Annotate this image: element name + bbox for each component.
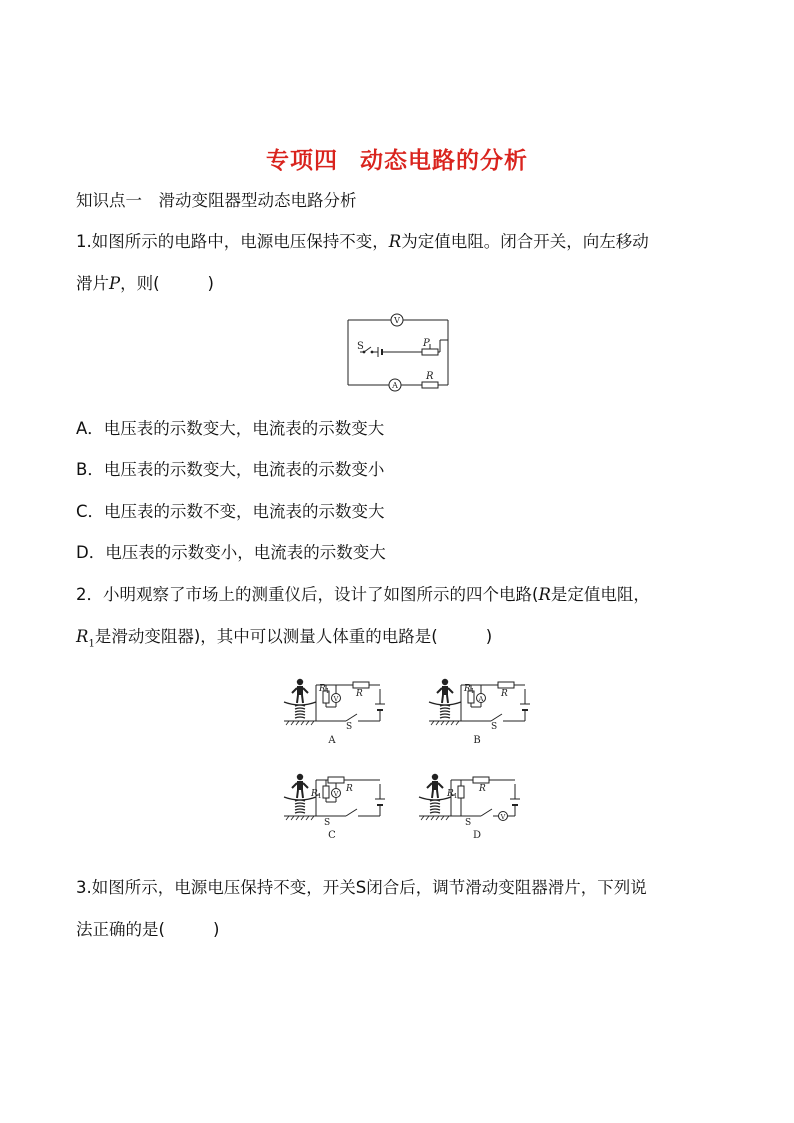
q1-var-r: R bbox=[388, 232, 402, 251]
q1-voltmeter-label: V bbox=[394, 316, 400, 325]
q1-slider-label: P bbox=[423, 338, 430, 349]
title-part2: 动态电路的分析 bbox=[360, 148, 528, 174]
q2-line2-b: 是滑动变阻器)，其中可以测量人体重的电路是( bbox=[94, 627, 438, 646]
q2-figure-b bbox=[429, 679, 530, 746]
svg-text:S: S bbox=[465, 818, 472, 828]
svg-text:S: S bbox=[346, 722, 353, 732]
q1-option-c: C．电压表的示数不变，电流表的示数变大 bbox=[76, 502, 385, 521]
q2-line2 bbox=[76, 625, 492, 656]
svg-text:S: S bbox=[491, 722, 498, 732]
q1-option-d: D．电压表的示数变小，电流表的示数变大 bbox=[76, 543, 386, 562]
svg-text:R: R bbox=[356, 689, 363, 699]
q2-figure-c-label: C bbox=[328, 830, 336, 841]
q2-figures bbox=[262, 670, 542, 850]
q1-line2 bbox=[76, 272, 214, 296]
q2-figure-c bbox=[284, 774, 385, 841]
q1-rheostat-icon bbox=[422, 349, 438, 355]
q3-line2-c: ) bbox=[212, 920, 220, 939]
q1-line1-b: 为定值电阻。闭合开关，向左移动 bbox=[401, 232, 649, 251]
svg-text:A: A bbox=[478, 695, 484, 703]
svg-text:R1: $R_1$ bbox=[311, 789, 322, 800]
q1-ammeter-label: A bbox=[392, 381, 398, 390]
svg-text:S: S bbox=[324, 818, 331, 828]
q1-option-b: B．电压表的示数变大，电流表的示数变小 bbox=[76, 460, 385, 479]
q1-resistor-icon bbox=[422, 382, 438, 388]
q2-var-r: R bbox=[538, 585, 551, 604]
q1-option-a: A．电压表的示数变大，电流表的示数变大 bbox=[76, 419, 385, 438]
q2-line1-b: 是定值电阻， bbox=[550, 585, 650, 604]
q2-line1 bbox=[76, 583, 650, 607]
svg-text:R: R bbox=[479, 784, 486, 794]
page-title bbox=[0, 142, 794, 175]
svg-text:R: R bbox=[346, 784, 353, 794]
q2-figure-a bbox=[284, 679, 385, 746]
q1-line2-a: 滑片 bbox=[76, 274, 109, 293]
q1-line2-b: ，则( bbox=[120, 274, 160, 293]
person-on-scale-icon bbox=[284, 679, 316, 725]
svg-text:V: V bbox=[333, 790, 339, 798]
q1-line2-c: ) bbox=[207, 274, 214, 293]
q2-line2-c: ) bbox=[485, 627, 493, 646]
q2-line1-a: 2．小明观察了市场上的测重仪后，设计了如图所示的四个电路( bbox=[76, 585, 539, 604]
q1-resistor-label: R bbox=[426, 371, 434, 382]
q3-line1: 3.如图所示，电源电压保持不变，开关S闭合后，调节滑动变阻器滑片，下列说 bbox=[76, 878, 647, 897]
q1-line1 bbox=[76, 230, 649, 254]
q1-var-p: P bbox=[109, 274, 121, 293]
q2-figure-d-label: D bbox=[472, 830, 482, 841]
title-part1: 专项四 bbox=[266, 148, 338, 174]
q1-line1-a: 1.如图所示的电路中，电源电压保持不变， bbox=[76, 232, 389, 251]
q2-figure-a-label: A bbox=[328, 735, 336, 746]
q3-line2 bbox=[76, 918, 219, 942]
q1-circuit-diagram bbox=[340, 310, 460, 392]
svg-text:R1: $R_1$ bbox=[447, 789, 458, 800]
svg-text:V: V bbox=[500, 813, 506, 821]
q2-figure-d bbox=[419, 774, 520, 841]
section-heading: 知识点一 滑动变阻器型动态电路分析 bbox=[76, 191, 357, 210]
q2-var-r1: $R_1$ bbox=[76, 627, 95, 650]
q3-line2-a: 法正确的是( bbox=[76, 920, 165, 939]
svg-text:R1: $R_1$ bbox=[464, 684, 475, 695]
svg-text:R1: $R_1$ bbox=[319, 684, 330, 695]
q2-figure-b-label: B bbox=[473, 735, 481, 746]
person-on-scale-icon bbox=[429, 679, 461, 725]
svg-text:V: V bbox=[333, 695, 339, 703]
q1-switch-label: S bbox=[357, 341, 364, 352]
svg-text:R: R bbox=[501, 689, 508, 699]
